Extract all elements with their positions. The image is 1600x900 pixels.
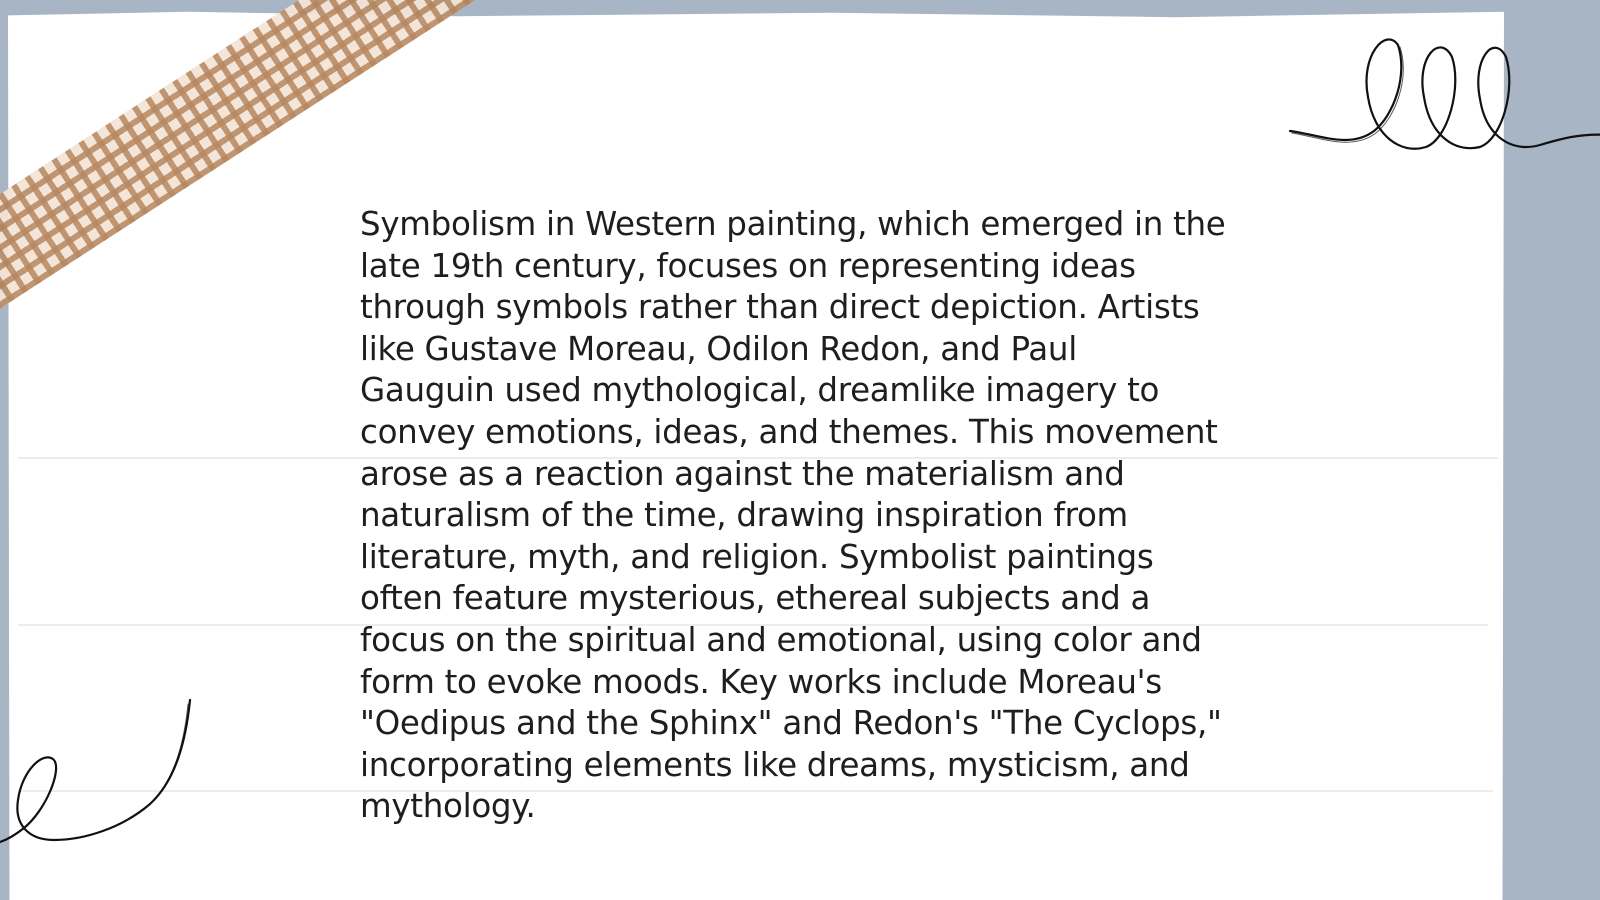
loop-scribble-icon xyxy=(1290,35,1600,165)
body-paragraph: Symbolism in Western painting, which emerged in the late 19th century, focuses on representing ideas through symbols rather than direct depiction. Artists like Gustave Moreau, Odilon Redon, and Paul Gauguin used mythological, dreamlike imagery to convey emotions, ideas, and themes. This movement arose as a reaction against the materialism and naturalism of the time, drawing inspiration from literature, myth, and religion. Symbolist paintings often feature mysterious, ethereal subjects and a focus on the spiritual and emotional, using color and form to evoke moods. Key works include Moreau's "Oedipus and the Sphinx" and Redon's "The Cyclops," incorporating elements like dreams, mysticism, and mythology. xyxy=(360,205,1226,826)
swoosh-scribble-icon xyxy=(0,700,200,860)
